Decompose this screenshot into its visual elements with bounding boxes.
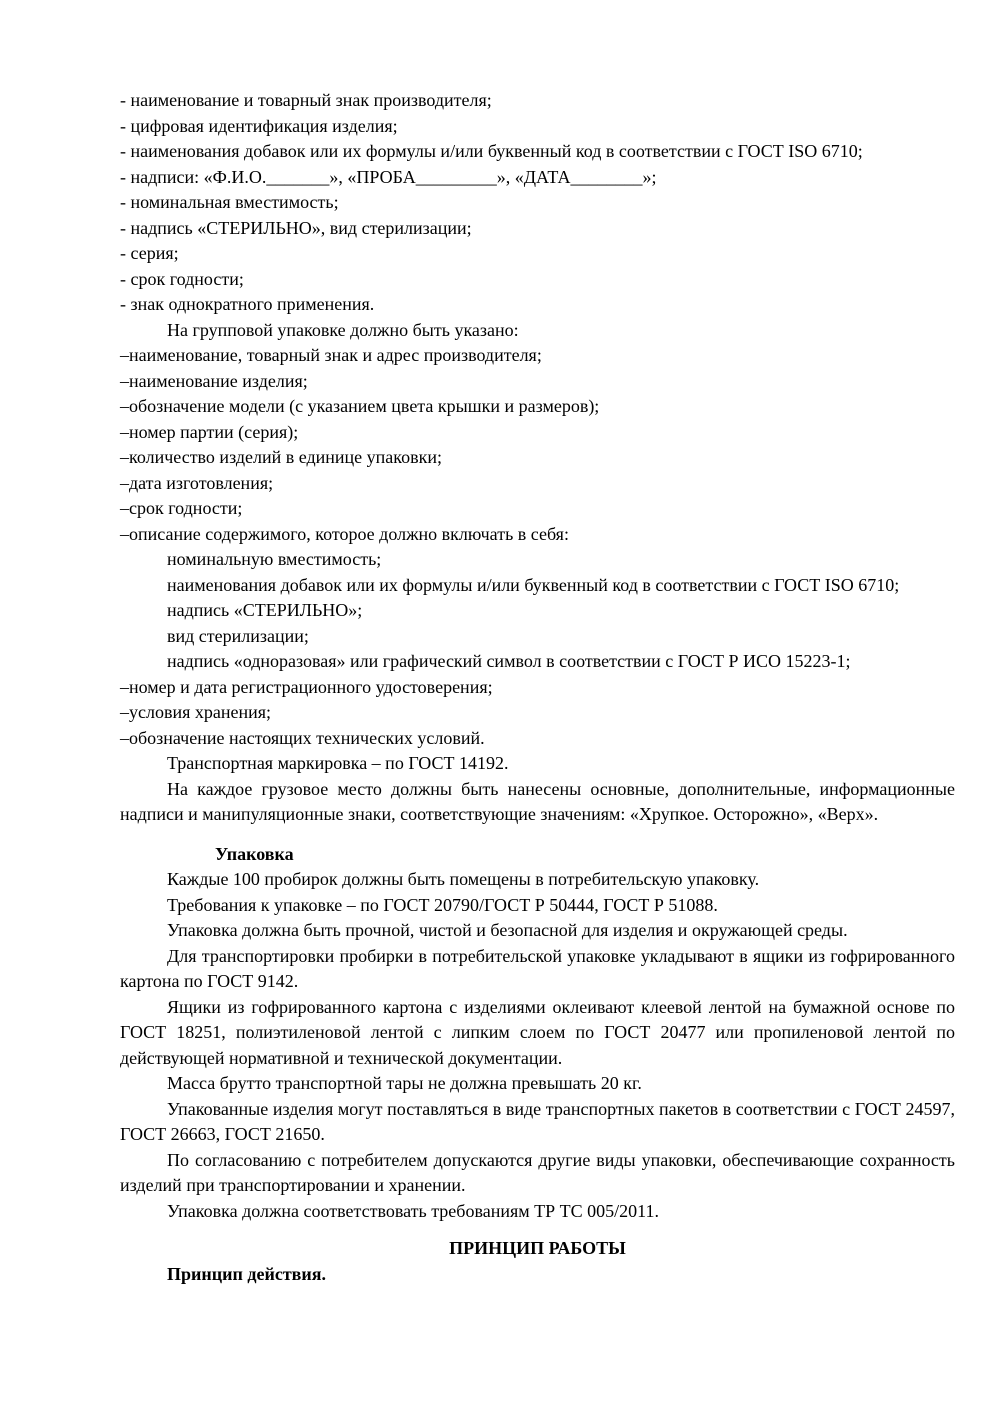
marking-list-item: - цифровая идентификация изделия; [120,115,398,136]
principle-heading: ПРИНЦИП РАБОТЫ [449,1238,626,1258]
packaging-paragraph: По согласованию с потребителем допускаются другие виды упаковки, обеспечивающие сохранность изделий при транспортировании и хранении. [120,1149,955,1195]
marking-list-item: - номинальная вместимость; [120,192,339,212]
group-marking-intro: На групповой упаковке должно быть указано: [167,319,519,340]
packaging-paragraph: Упакованные изделия могут поставляться в виде транспортных пакетов в соответствии с ГОСТ 24597, ГОСТ 26663, ГОСТ 21650. [120,1098,955,1144]
group-marking-item: –номер партии (серия); [120,421,299,442]
principle-subheading: Принцип действия. [167,1263,326,1284]
marking-list-item: - срок годности; [120,268,244,289]
contents-item: надпись «СТЕРИЛЬНО»; [167,600,363,620]
transport-marking-line: Транспортная маркировка – по ГОСТ 14192. [167,753,509,773]
marking-list-item: - знак однократного применения. [120,294,375,314]
contents-item: надпись «одноразовая» или графический символ в соответствии с ГОСТ Р ИСО 15223-1; [167,651,851,671]
group-marking-item: –условия хранения; [120,702,272,722]
group-marking-item: –описание содержимого, которое должно включать в себя: [120,523,569,544]
group-marking-item: –обозначение настоящих технических условий. [120,727,485,748]
packaging-paragraph: Упаковка должна соответствовать требованиям ТР ТС 005/2011. [167,1200,659,1221]
marking-list-item: - наименование и товарный знак производителя; [120,90,492,110]
group-marking-item: –наименование, товарный знак и адрес производителя; [120,345,542,365]
packaging-paragraph: Ящики из гофрированного картона с изделиями оклеивают клеевой лентой на бумажной основе по ГОСТ 18251, полиэтиленовой лентой с липким слоем по ГОСТ 20477 или пропиленовой лентой по действующей нормативной и технической документации. [120,996,955,1068]
packaging-paragraph: Для транспортировки пробирки в потребительской упаковке укладывают в ящики из гофрированного картона по ГОСТ 9142. [120,945,955,991]
group-marking-item: –наименование изделия; [120,370,308,391]
marking-list-item: - надпись «СТЕРИЛЬНО», вид стерилизации; [120,217,472,238]
marking-list-item: - наименования добавок или их формулы и/или буквенный код в соответствии с ГОСТ ISO 6710; [120,141,863,161]
marking-list-item: - серия; [120,243,179,263]
group-marking-item: –срок годности; [120,498,243,518]
group-marking-item: –номер и дата регистрационного удостоверения; [120,676,493,697]
packaging-paragraph: Упаковка должна быть прочной, чистой и безопасной для изделия и окружающей среды. [167,920,848,940]
marking-list-item: - надписи: «Ф.И.О._______», «ПРОБА_________», «ДАТА________»; [120,166,657,187]
packaging-paragraph: Требования к упаковке – по ГОСТ 20790/ГОСТ Р 50444, ГОСТ Р 51088. [167,894,718,915]
packaging-heading: Упаковка [215,843,294,864]
packaging-paragraph: Масса брутто транспортной тары не должна превышать 20 кг. [167,1073,642,1093]
packaging-paragraph: Каждые 100 пробирок должны быть помещены в потребительскую упаковку. [167,869,760,889]
group-marking-item: –обозначение модели (с указанием цвета крышки и размеров); [120,396,600,416]
contents-item: наименования добавок или их формулы и/или буквенный код в соответствии с ГОСТ ISO 6710; [167,574,900,595]
contents-item: номинальную вместимость; [167,549,382,569]
transport-marking-paragraph: На каждое грузовое место должны быть нанесены основные, дополнительные, информационные надписи и манипуляционные знаки, соответствующие значениям: «Хрупкое. Осторожно», «Верх». [120,778,955,824]
contents-item: вид стерилизации; [167,625,309,646]
group-marking-item: –количество изделий в единице упаковки; [120,447,443,467]
group-marking-item: –дата изготовления; [120,472,274,493]
